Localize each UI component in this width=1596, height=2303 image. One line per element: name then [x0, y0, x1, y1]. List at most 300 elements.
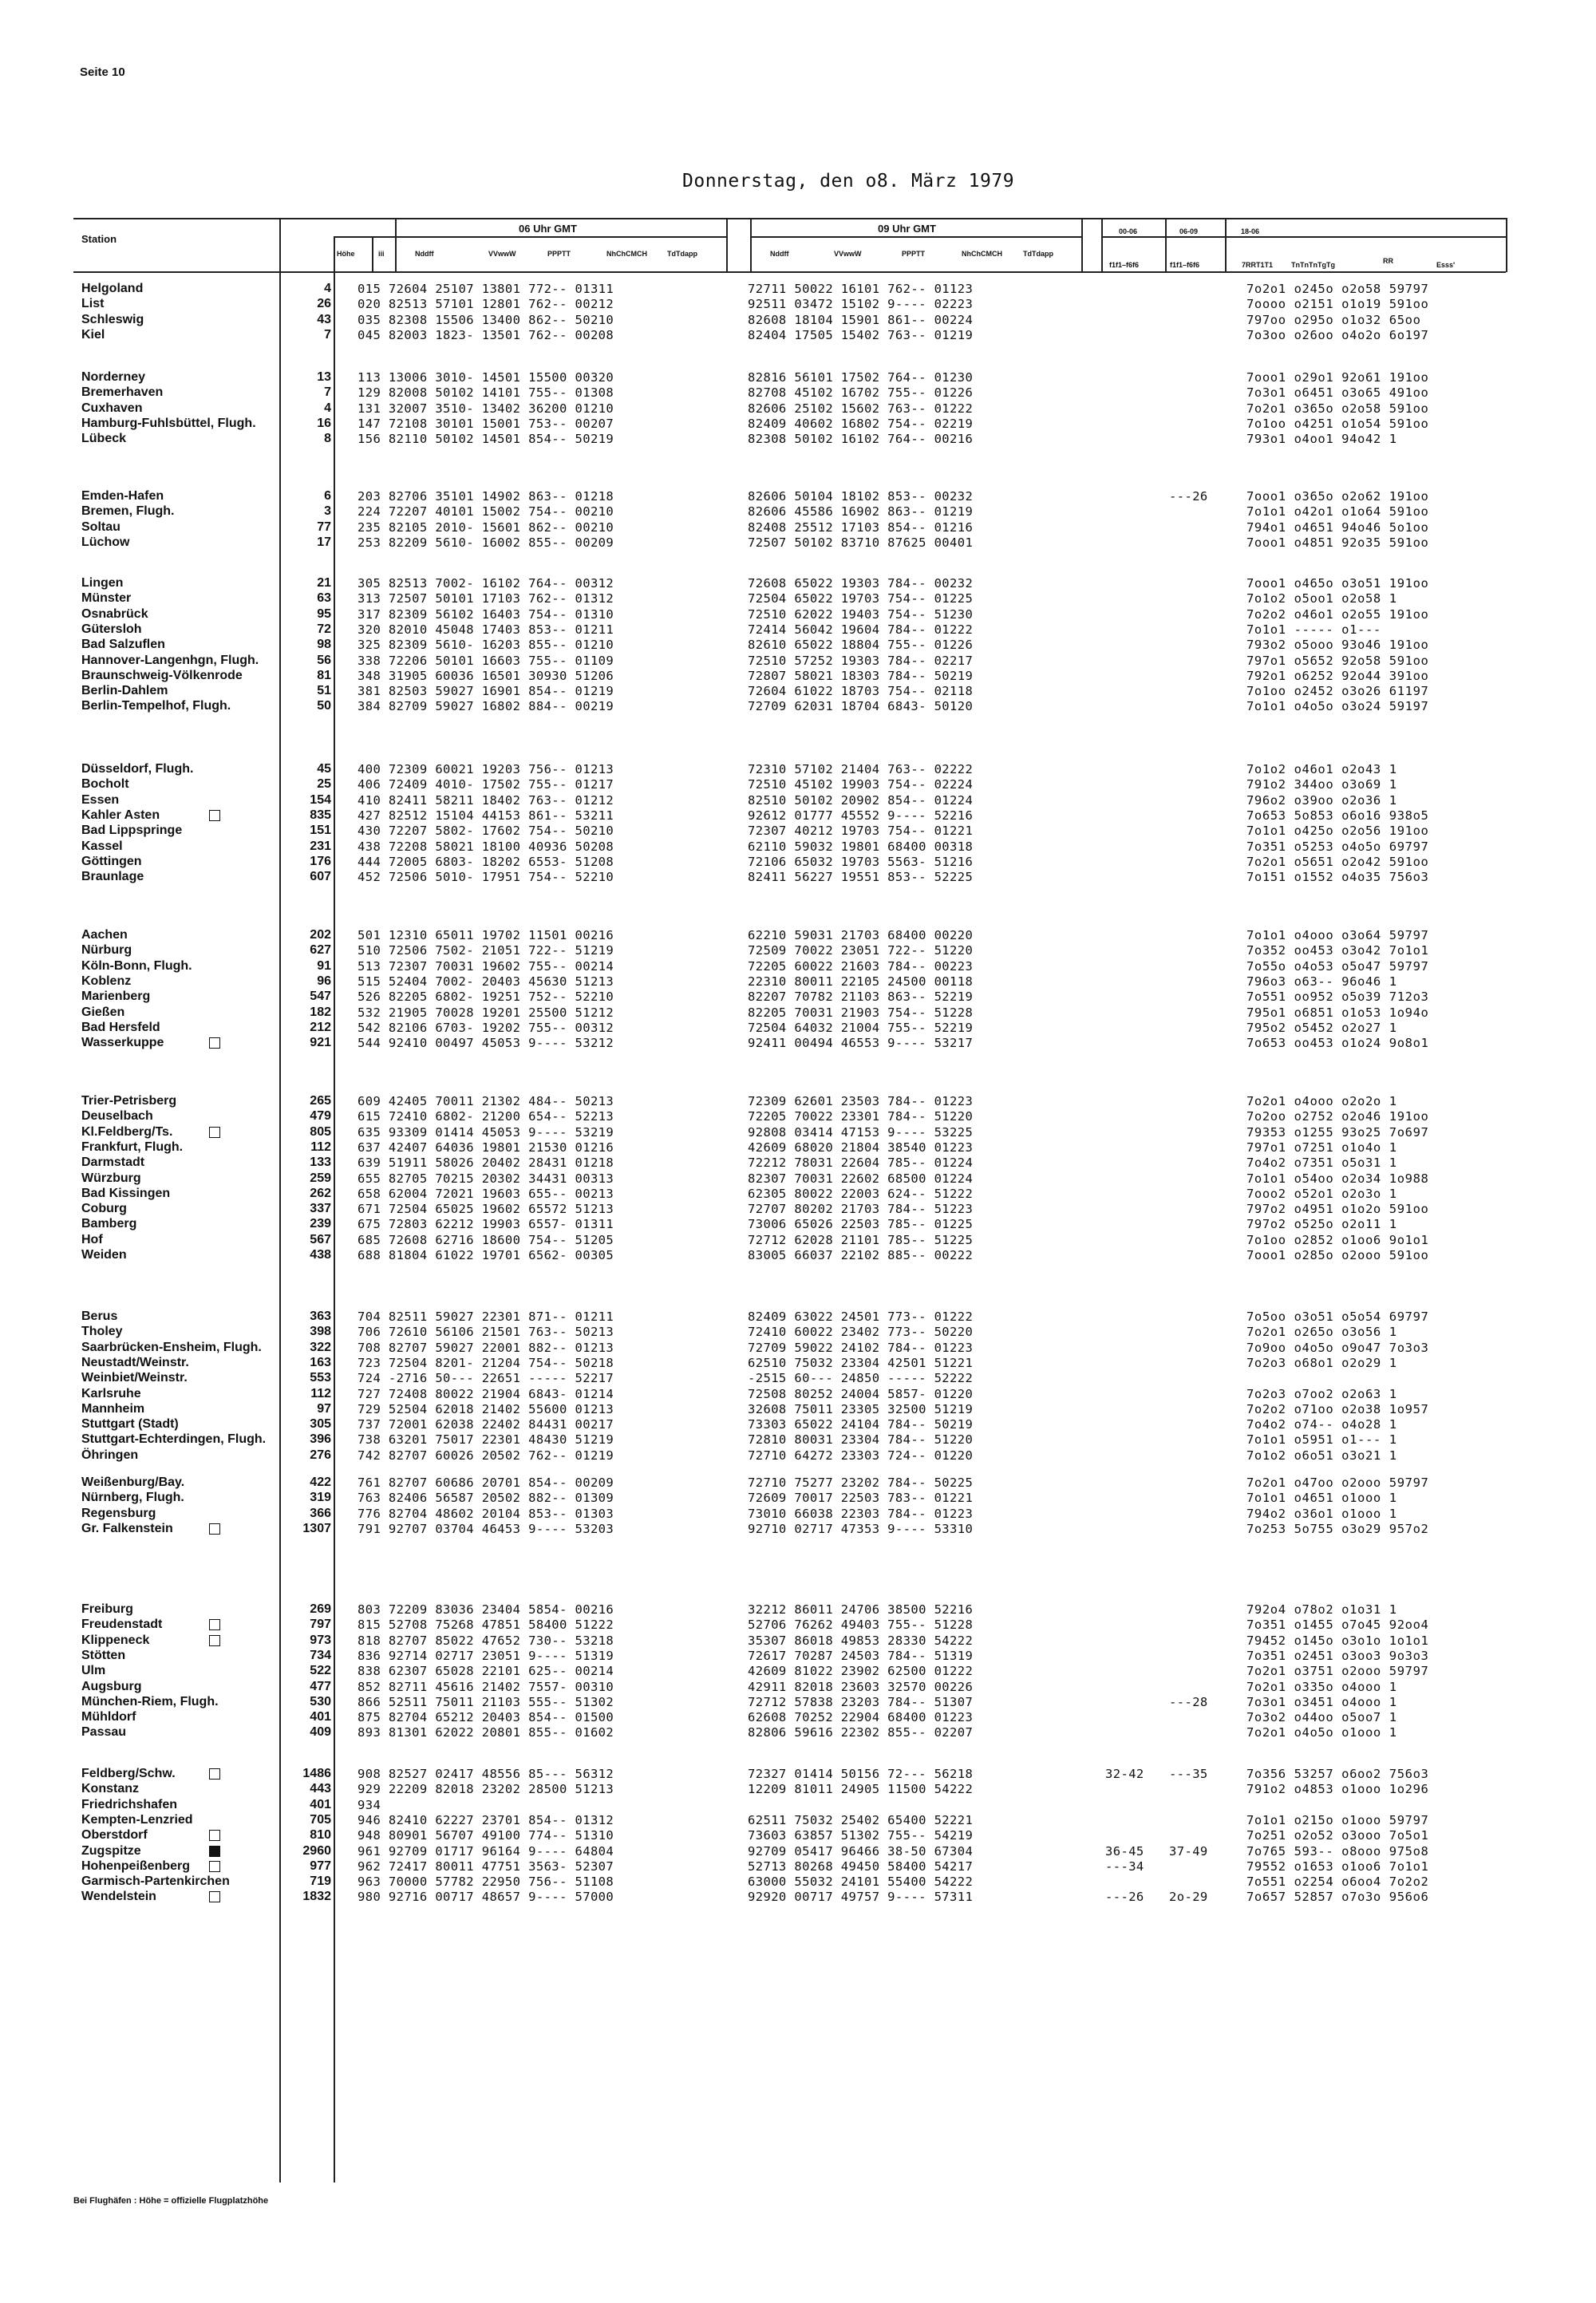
obs-09: 32608 75011 23305 32500 51219 — [748, 1401, 974, 1416]
obs-06: 803 72209 83036 23404 5854- 00216 — [358, 1602, 614, 1617]
obs-06: 934 — [358, 1797, 381, 1812]
station-height: 276 — [310, 1448, 331, 1462]
station-name: Oberstdorf — [81, 1828, 148, 1843]
group06-right — [726, 218, 728, 272]
station-name: Stuttgart-Echterdingen, Flugh. — [81, 1432, 267, 1447]
station-name: Bad Kissingen — [81, 1186, 171, 1200]
obs-06: 761 82707 60686 20701 854-- 00209 — [358, 1475, 614, 1490]
obs-18-06: 7o3o2 o44oo o5oo7 1 — [1246, 1710, 1397, 1725]
station-height: 239 — [310, 1217, 331, 1231]
mountain-station-icon — [209, 1768, 220, 1780]
obs-06: 542 82106 6703- 19202 755-- 00312 — [358, 1020, 614, 1035]
obs-18-06: 7o351 o1455 o7o45 92oo4 — [1246, 1618, 1429, 1633]
station-height: 163 — [310, 1355, 331, 1369]
r2-left — [1225, 218, 1227, 272]
obs-18-06: 796o3 o63-- 96o46 1 — [1246, 974, 1397, 989]
station-height: 1307 — [302, 1521, 331, 1535]
station-name: Tholey — [81, 1325, 123, 1339]
station-height: 835 — [310, 808, 331, 822]
obs-06: 852 82711 45616 21402 7557- 00310 — [358, 1679, 614, 1694]
obs-18-06: 7ooo1 o285o o2ooo 591oo — [1246, 1248, 1429, 1262]
obs-09: 72410 60022 23402 773-- 50220 — [748, 1325, 974, 1340]
station-height: 112 — [310, 1140, 331, 1154]
station-name: Düsseldorf, Flugh. — [81, 762, 194, 776]
station-height: 56 — [317, 653, 331, 667]
station-name: Köln-Bonn, Flugh. — [81, 958, 192, 973]
r1-left — [1101, 218, 1103, 272]
station-height: 269 — [310, 1602, 331, 1616]
group09-right — [1081, 218, 1083, 272]
obs-06: 338 72206 50101 16603 755-- 01109 — [358, 653, 614, 668]
header-09-col-3: NhChCMCH — [962, 250, 1002, 258]
station-name: Garmisch-Partenkirchen — [81, 1874, 230, 1889]
station-height: 401 — [310, 1710, 331, 1724]
obs-18-06: 7o55o o4o53 o5o47 59797 — [1246, 958, 1429, 974]
obs-06: 235 82105 2010- 15601 862-- 00210 — [358, 519, 614, 535]
station-height: 231 — [310, 839, 331, 853]
header-06: 06 Uhr GMT — [519, 223, 577, 235]
obs-06: 675 72803 62212 19903 6557- 01311 — [358, 1217, 614, 1232]
header-06-col-3: NhChCMCH — [606, 250, 647, 258]
obs-06: 532 21905 70028 19201 25500 51212 — [358, 1005, 614, 1020]
header-hoehe: Höhe — [337, 250, 355, 258]
obs-09: 72807 58021 18303 784-- 50219 — [748, 668, 974, 683]
obs-18-06: 7o653 oo453 o1o24 9o8o1 — [1246, 1036, 1429, 1051]
station-height: 182 — [310, 1005, 331, 1019]
station-height: 977 — [310, 1859, 331, 1873]
obs-09: 82606 50104 18102 853-- 00232 — [748, 489, 974, 504]
obs-18-06: 7o2o1 o4ooo o2o2o 1 — [1246, 1094, 1397, 1108]
obs-09: 72212 78031 22604 785-- 01224 — [748, 1155, 974, 1171]
obs-09: 72810 80031 23304 784-- 51220 — [748, 1432, 974, 1448]
obs-06: 501 12310 65011 19702 11501 00216 — [358, 928, 614, 942]
obs-18-06: 7o2o2 o71oo o2o38 1o957 — [1246, 1401, 1429, 1416]
obs-06: 313 72507 50101 17103 762-- 01312 — [358, 591, 614, 606]
obs-09: 32212 86011 24706 38500 52216 — [748, 1602, 974, 1617]
station-height: 1486 — [302, 1767, 331, 1780]
obs-18-06: 7o151 o1552 o4o35 756o3 — [1246, 870, 1429, 885]
obs-18-06: 7ooo1 o29o1 92o61 191oo — [1246, 370, 1429, 385]
obs-06: 635 93309 01414 45053 9---- 53219 — [358, 1124, 614, 1140]
obs-09: 72709 59022 24102 784-- 01223 — [748, 1340, 974, 1355]
station-height: 91 — [317, 958, 331, 973]
obs-06: 658 62004 72021 19603 655-- 00213 — [358, 1186, 614, 1201]
obs-09: 42609 68020 21804 38540 01223 — [748, 1140, 974, 1155]
obs-09: 73006 65026 22503 785-- 01225 — [748, 1217, 974, 1232]
mountain-station-icon — [209, 1846, 220, 1857]
header-06-col-2: PPPTT — [547, 250, 571, 258]
station-name: Essen — [81, 792, 120, 807]
header-r3: 18-06 — [1241, 227, 1260, 235]
obs-18-06: 7ooo1 o4851 92o35 591oo — [1246, 535, 1429, 550]
obs-18-06: 7o251 o2o52 o3ooo 7o5o1 — [1246, 1828, 1429, 1843]
station-height: 2960 — [302, 1843, 331, 1858]
obs-09: 72205 60022 21603 784-- 00223 — [748, 958, 974, 974]
obs-09: 82408 25512 17103 854-- 01216 — [748, 519, 974, 535]
obs-06: 015 72604 25107 13801 772-- 01311 — [358, 282, 614, 296]
station-height: 151 — [310, 824, 331, 838]
obs-18-06: 797o1 o7251 o1o4o 1 — [1246, 1140, 1397, 1155]
station-height: 719 — [310, 1874, 331, 1889]
station-name: Braunschweig-Völkenrode — [81, 668, 243, 682]
obs-06: 515 52404 7002- 20403 45630 51213 — [358, 974, 614, 989]
station-height: 98 — [317, 638, 331, 652]
header-09-col-1: VVwwW — [834, 250, 862, 258]
obs-09: 82708 45102 16702 755-- 01226 — [748, 385, 974, 401]
station-name: Braunlage — [81, 870, 144, 884]
obs-18-06: 7o1o2 o46o1 o2o43 1 — [1246, 762, 1397, 776]
station-height: 97 — [317, 1401, 331, 1416]
station-height: 438 — [310, 1248, 331, 1262]
obs-18-06: 7ooo2 o52o1 o2o3o 1 — [1246, 1186, 1397, 1201]
obs-18-06: 7oooo o2151 o1o19 591oo — [1246, 297, 1429, 312]
station-name: Lübeck — [81, 432, 127, 446]
header-09-col-2: PPPTT — [902, 250, 926, 258]
obs-09: 92411 00494 46553 9---- 53217 — [748, 1036, 974, 1051]
station-height: 305 — [310, 1417, 331, 1432]
station-name: Mannheim — [81, 1401, 145, 1416]
obs-06: 452 72506 5010- 17951 754-- 52210 — [358, 870, 614, 885]
obs-06: 704 82511 59027 22301 871-- 01211 — [358, 1310, 614, 1324]
obs-06: 410 82411 58211 18402 763-- 01212 — [358, 792, 614, 808]
station-height: 17 — [317, 535, 331, 549]
obs-06: 113 13006 3010- 14501 15500 00320 — [358, 370, 614, 385]
station-name: Koblenz — [81, 974, 132, 988]
obs-06: 738 63201 75017 22301 48430 51219 — [358, 1432, 614, 1448]
obs-18-06: 7o351 o5253 o4o5o 69797 — [1246, 839, 1429, 854]
obs-09: 72106 65032 19703 5563- 51216 — [748, 854, 974, 869]
obs-18-06: 7o2o1 o5651 o2o42 591oo — [1246, 854, 1429, 869]
station-height: 133 — [310, 1155, 331, 1170]
range-06-09: 37-49 — [1169, 1843, 1208, 1859]
mountain-station-icon — [209, 1891, 220, 1902]
station-height: 112 — [310, 1386, 331, 1400]
obs-09: 82608 18104 15901 861-- 00224 — [748, 312, 974, 327]
obs-06: 688 81804 61022 19701 6562- 00305 — [358, 1248, 614, 1262]
obs-18-06: 793o1 o4oo1 94o42 1 — [1246, 432, 1397, 447]
obs-06: 637 42407 64036 19801 21530 01216 — [358, 1140, 614, 1155]
station-name: Neustadt/Weinstr. — [81, 1355, 189, 1369]
obs-06: 544 92410 00497 45053 9---- 53212 — [358, 1036, 614, 1051]
station-height: 13 — [317, 370, 331, 384]
station-height: 154 — [310, 792, 331, 807]
station-name: München-Riem, Flugh. — [81, 1694, 219, 1708]
station-name: Karlsruhe — [81, 1386, 141, 1400]
obs-06: 815 52708 75268 47851 58400 51222 — [358, 1618, 614, 1633]
obs-06: 724 -2716 50--- 22651 ----- 52217 — [358, 1371, 614, 1386]
station-name: Kempten-Lenzried — [81, 1812, 193, 1827]
station-height: 398 — [310, 1325, 331, 1339]
station-height: 973 — [310, 1633, 331, 1647]
obs-06: 444 72005 6803- 18202 6553- 51208 — [358, 854, 614, 869]
station-name: Gießen — [81, 1005, 125, 1019]
station-name: Bremerhaven — [81, 385, 164, 400]
obs-09: -2515 60--- 24850 ----- 52222 — [748, 1371, 974, 1386]
station-height: 1832 — [302, 1890, 331, 1904]
obs-18-06: 7o1o1 o215o o1ooo 59797 — [1246, 1812, 1429, 1827]
obs-06: 325 82309 5610- 16203 855-- 01210 — [358, 638, 614, 653]
obs-09: 83005 66037 22102 885-- 00222 — [748, 1248, 974, 1262]
obs-06: 035 82308 15506 13400 862-- 50210 — [358, 312, 614, 327]
station-height: 43 — [317, 312, 331, 326]
station-height: 77 — [317, 519, 331, 534]
obs-18-06: 7o1o1 o4651 o1ooo 1 — [1246, 1491, 1397, 1506]
obs-18-06: 7o2o2 o46o1 o2o55 191oo — [1246, 606, 1429, 622]
header-09-col-0: Nddff — [770, 250, 789, 258]
station-name: Würzburg — [81, 1171, 141, 1185]
obs-09: 82409 63022 24501 773-- 01222 — [748, 1310, 974, 1324]
obs-09: 72712 62028 21101 785-- 51225 — [748, 1232, 974, 1247]
station-height: 396 — [310, 1432, 331, 1447]
station-name: Lüchow — [81, 535, 130, 549]
station-name: Helgoland — [81, 282, 144, 295]
obs-18-06: 7o1oo o2852 o1oo6 9o1o1 — [1246, 1232, 1429, 1247]
station-name: Stuttgart (Stadt) — [81, 1417, 179, 1432]
station-height: 95 — [317, 606, 331, 621]
obs-09: 82806 59616 22302 855-- 02207 — [748, 1725, 974, 1740]
obs-18-06: 794o1 o4651 94o46 5o1oo — [1246, 519, 1429, 535]
station-name: Aachen — [81, 928, 128, 942]
header-06-col-1: VVwwW — [488, 250, 516, 258]
obs-09: 82816 56101 17502 764-- 01230 — [748, 370, 974, 385]
obs-18-06: 7o765 593-- o8ooo 975o8 — [1246, 1843, 1429, 1859]
obs-18-06: 79452 o145o o3o1o 1o1o1 — [1246, 1633, 1429, 1648]
obs-18-06: 794o2 o36o1 o1ooo 1 — [1246, 1506, 1397, 1521]
station-name: Gr. Falkenstein — [81, 1521, 173, 1535]
obs-06: 671 72504 65025 19602 65572 51213 — [358, 1202, 614, 1217]
station-height: 567 — [310, 1232, 331, 1246]
obs-18-06: 795o1 o6851 o1o53 1o94o — [1246, 1005, 1429, 1020]
station-name: Passau — [81, 1725, 127, 1740]
obs-18-06: 795o2 o5452 o2o27 1 — [1246, 1020, 1397, 1035]
station-name: Nürnberg, Flugh. — [81, 1491, 184, 1505]
obs-18-06: 7o653 5o853 o6o16 938o5 — [1246, 808, 1429, 823]
station-height: 3 — [324, 504, 331, 519]
obs-06: 893 81301 62022 20801 855-- 01602 — [358, 1725, 614, 1740]
header-r1-sub: f1f1–f6f6 — [1109, 261, 1140, 269]
station-height: 547 — [310, 990, 331, 1004]
station-name: Cuxhaven — [81, 401, 143, 415]
obs-18-06: 7o9oo o4o5o o9o47 7o3o3 — [1246, 1340, 1429, 1355]
obs-18-06: 7o657 52857 o7o3o 956o6 — [1246, 1890, 1429, 1905]
header-top-line — [73, 218, 1506, 219]
obs-09: 72504 64032 21004 755-- 52219 — [748, 1020, 974, 1035]
station-name: Nürburg — [81, 943, 132, 958]
page-number: Seite 10 — [80, 65, 125, 79]
obs-18-06: 7o352 oo453 o3o42 7o1o1 — [1246, 943, 1429, 958]
obs-09: 82404 17505 15402 763-- 01219 — [748, 327, 974, 342]
obs-09: 72309 62601 23503 784-- 01223 — [748, 1094, 974, 1108]
group06-sub — [334, 236, 726, 238]
obs-09: 42911 82018 23603 32570 00226 — [748, 1679, 974, 1694]
station-name: Wasserkuppe — [81, 1036, 164, 1050]
obs-18-06: 7ooo1 o365o o2o62 191oo — [1246, 489, 1429, 504]
obs-06: 615 72410 6802- 21200 654-- 52213 — [358, 1109, 614, 1124]
obs-09: 82510 50102 20902 854-- 01224 — [748, 792, 974, 808]
obs-18-06: 7o2o1 o4o5o o1ooo 1 — [1246, 1725, 1397, 1740]
obs-09: 72510 45102 19903 754-- 02224 — [748, 777, 974, 792]
station-name: Berlin-Tempelhof, Flugh. — [81, 699, 231, 713]
station-height: 25 — [317, 777, 331, 792]
station-name: Mühldorf — [81, 1710, 136, 1724]
header-r2-sub: f1f1–f6f6 — [1170, 261, 1200, 269]
station-name: Berus — [81, 1310, 118, 1323]
obs-09: 72604 61022 18703 754-- 02118 — [748, 684, 974, 699]
obs-09: 82308 50102 16102 764-- 00216 — [748, 432, 974, 447]
obs-18-06: 7o351 o2451 o3oo3 9o3o3 — [1246, 1648, 1429, 1663]
station-height: 4 — [324, 282, 331, 295]
station-name: Deuselbach — [81, 1109, 153, 1124]
station-name: Bremen, Flugh. — [81, 504, 175, 519]
obs-06: 253 82209 5610- 16002 855-- 00209 — [358, 535, 614, 550]
group09-sub — [750, 236, 1081, 238]
obs-18-06: 7o1o1 o4o5o o3o24 59197 — [1246, 699, 1429, 714]
obs-09: 72307 40212 19703 754-- 01221 — [748, 824, 974, 839]
obs-18-06: 7o551 oo952 o5o39 712o3 — [1246, 990, 1429, 1005]
obs-06: 317 82309 56102 16403 754-- 01310 — [358, 606, 614, 622]
mountain-station-icon — [209, 1037, 220, 1049]
station-name: List — [81, 297, 105, 311]
station-name: Weiden — [81, 1248, 127, 1262]
station-name: Osnabrück — [81, 606, 148, 621]
station-height: 810 — [310, 1828, 331, 1843]
range-00-06: ---34 — [1105, 1859, 1144, 1874]
station-height: 627 — [310, 943, 331, 958]
station-height: 81 — [317, 668, 331, 682]
header-r3c: RR — [1383, 257, 1393, 265]
header-r1: 00-06 — [1119, 227, 1138, 235]
obs-18-06: 7o1o2 o6o51 o3o21 1 — [1246, 1448, 1397, 1463]
station-height: 705 — [310, 1812, 331, 1827]
station-name: Coburg — [81, 1202, 127, 1216]
obs-18-06: 797oo o295o o1o32 65oo — [1246, 312, 1421, 327]
obs-18-06: 7o1o1 o4ooo o3o64 59797 — [1246, 928, 1429, 942]
obs-06: 406 72409 4010- 17502 755-- 01217 — [358, 777, 614, 792]
station-height: 262 — [310, 1186, 331, 1200]
obs-06: 685 72608 62716 18600 754-- 51205 — [358, 1232, 614, 1247]
obs-09: 72608 65022 19303 784-- 00232 — [748, 576, 974, 591]
obs-18-06: 791o2 344oo o3o69 1 — [1246, 777, 1397, 792]
station-name: Norderney — [81, 370, 146, 384]
obs-09: 73603 63857 51302 755-- 54219 — [748, 1828, 974, 1843]
obs-09: 72617 70287 24503 784-- 51319 — [748, 1648, 974, 1663]
obs-06: 791 92707 03704 46453 9---- 53203 — [358, 1521, 614, 1536]
obs-18-06: 79353 o1255 93o25 7o697 — [1246, 1124, 1429, 1140]
obs-09: 22310 80011 22105 24500 00118 — [748, 974, 974, 989]
obs-18-06: 7o1o1 o54oo o2o34 1o988 — [1246, 1171, 1429, 1186]
station-height: 96 — [317, 974, 331, 988]
obs-18-06: 796o2 o39oo o2o36 1 — [1246, 792, 1397, 808]
station-name: Kl.Feldberg/Ts. — [81, 1124, 173, 1139]
station-height: 805 — [310, 1124, 331, 1139]
obs-09: 72414 56042 19604 784-- 01222 — [748, 622, 974, 637]
obs-06: 742 82707 60026 20502 762-- 01219 — [358, 1448, 614, 1463]
header-r3a: 7RRT1T1 — [1242, 261, 1274, 269]
header-09-col-4: TdTdapp — [1023, 250, 1053, 258]
station-name: Marienberg — [81, 990, 151, 1004]
obs-09: 92511 03472 15102 9---- 02223 — [748, 297, 974, 312]
station-name: Freiburg — [81, 1602, 133, 1616]
mountain-station-icon — [209, 1523, 220, 1535]
footnote: Bei Flughäfen : Höhe = offizielle Flugplatzhöhe — [73, 2196, 269, 2206]
header-bottom-line — [73, 271, 1506, 273]
obs-18-06: 7o3o1 o6451 o3o65 491oo — [1246, 385, 1429, 401]
obs-09: 72507 50102 83710 87625 00401 — [748, 535, 974, 550]
station-name: Bad Salzuflen — [81, 638, 165, 652]
obs-09: 72310 57102 21404 763-- 02222 — [748, 762, 974, 776]
header-r3b: TnTnTnTgTg — [1291, 261, 1335, 269]
obs-09: 72711 50022 16101 762-- 01123 — [748, 282, 974, 296]
station-height: 366 — [310, 1506, 331, 1520]
obs-09: 62608 70252 22904 68400 01223 — [748, 1710, 974, 1725]
station-name: Bad Hersfeld — [81, 1020, 160, 1034]
range-00-06: ---26 — [1105, 1890, 1144, 1905]
obs-09: 52706 76262 49403 755-- 51228 — [748, 1618, 974, 1633]
obs-09: 82411 56227 19551 853-- 52225 — [748, 870, 974, 885]
obs-09: 72707 80202 21703 784-- 51223 — [748, 1202, 974, 1217]
station-divider — [279, 218, 281, 2183]
obs-06: 131 32007 3510- 13402 36200 01210 — [358, 401, 614, 416]
range-06-09: ---28 — [1169, 1694, 1208, 1709]
obs-06: 510 72506 7502- 21051 722-- 51219 — [358, 943, 614, 958]
obs-09: 35307 86018 49853 28330 54222 — [748, 1633, 974, 1648]
obs-06: 763 82406 56587 20502 882-- 01309 — [358, 1491, 614, 1506]
station-height: 553 — [310, 1371, 331, 1385]
obs-06: 838 62307 65028 22101 625-- 00214 — [358, 1664, 614, 1679]
station-name: Friedrichshafen — [81, 1797, 178, 1811]
station-name: Klippeneck — [81, 1633, 150, 1647]
station-name: Berlin-Dahlem — [81, 684, 168, 698]
station-height: 479 — [310, 1109, 331, 1124]
obs-18-06: 7o356 53257 o6oo2 756o3 — [1246, 1767, 1429, 1781]
mountain-station-icon — [209, 1830, 220, 1841]
station-name: Wendelstein — [81, 1890, 156, 1904]
obs-09: 63000 55032 24101 55400 54222 — [748, 1874, 974, 1890]
station-name: Kahler Asten — [81, 808, 160, 822]
obs-06: 706 72610 56106 21501 763-- 50213 — [358, 1325, 614, 1340]
obs-09: 72712 57838 23203 784-- 51307 — [748, 1694, 974, 1709]
obs-06: 384 82709 59027 16802 884-- 00219 — [358, 699, 614, 714]
station-height: 401 — [310, 1797, 331, 1811]
station-name: Stötten — [81, 1648, 126, 1662]
obs-18-06: 792o4 o78o2 o1o31 1 — [1246, 1602, 1397, 1617]
obs-09: 62305 80022 22003 624-- 51222 — [748, 1186, 974, 1201]
obs-06: 305 82513 7002- 16102 764-- 00312 — [358, 576, 614, 591]
obs-18-06: 7o2o3 o7oo2 o2o63 1 — [1246, 1386, 1397, 1401]
station-name: Münster — [81, 591, 132, 606]
station-name: Zugspitze — [81, 1843, 141, 1858]
range-06-09: ---35 — [1169, 1767, 1208, 1781]
obs-06: 727 72408 80022 21904 6843- 01214 — [358, 1386, 614, 1401]
station-height: 176 — [310, 854, 331, 868]
station-height: 363 — [310, 1310, 331, 1323]
header-station: Station — [81, 233, 117, 245]
station-name: Soltau — [81, 519, 120, 534]
mountain-station-icon — [209, 1635, 220, 1646]
station-name: Bad Lippspringe — [81, 824, 183, 838]
station-height: 477 — [310, 1679, 331, 1693]
obs-18-06: 7o2oo o2752 o2o46 191oo — [1246, 1109, 1429, 1124]
station-height: 530 — [310, 1694, 331, 1708]
station-name: Bamberg — [81, 1217, 137, 1231]
obs-06: 708 82707 59027 22001 882-- 01213 — [358, 1340, 614, 1355]
date-line: Donnerstag, den o8. März 1979 — [682, 171, 1015, 192]
obs-06: 320 82010 45048 17403 853-- 01211 — [358, 622, 614, 637]
obs-18-06: 7o2o1 o265o o3o56 1 — [1246, 1325, 1397, 1340]
obs-06: 963 70000 57782 22950 756-- 51108 — [358, 1874, 614, 1890]
station-name: Hof — [81, 1232, 103, 1246]
station-height: 259 — [310, 1171, 331, 1185]
